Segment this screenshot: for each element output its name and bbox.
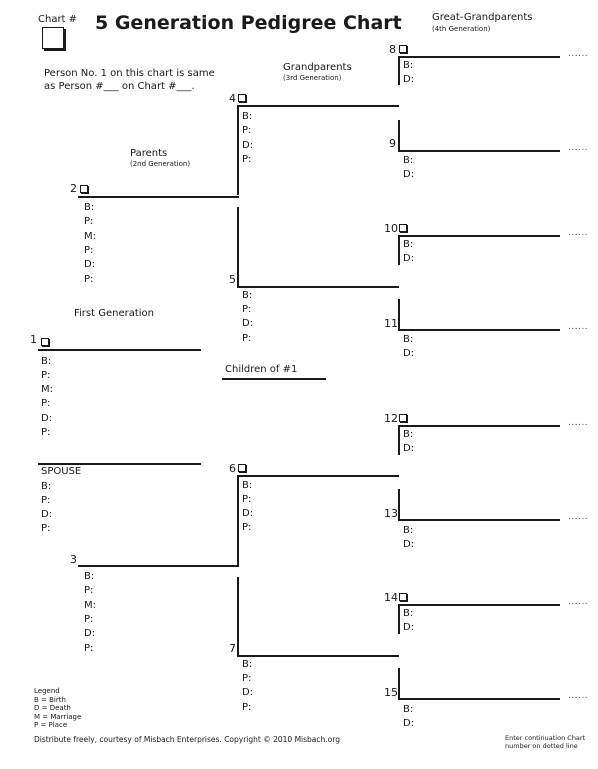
- children-line: [222, 378, 326, 380]
- spouse-death-place: P:: [41, 523, 51, 534]
- person-2-birth-place: P:: [84, 216, 94, 227]
- person-3-death-place: P:: [84, 643, 94, 654]
- same-person-note-line1: Person No. 1 on this chart is same: [44, 68, 215, 79]
- person-7-death-place: P:: [242, 702, 252, 713]
- person-7-bracket: [237, 577, 239, 656]
- legend-place: P = Place: [34, 721, 68, 729]
- person-5-number: 5: [229, 273, 236, 286]
- great-grandparents-heading: Great-Grandparents: [432, 12, 533, 23]
- chart-number-label: Chart #: [38, 14, 78, 25]
- person-1-birth: B:: [41, 356, 52, 367]
- person-2-number: 2: [70, 182, 77, 195]
- person-9-bracket: [398, 120, 400, 151]
- person-2-death-place: P:: [84, 274, 94, 285]
- grandparents-heading: Grandparents: [283, 62, 352, 73]
- person-1-marriage-place: P:: [41, 398, 51, 409]
- spouse-name-line[interactable]: [38, 463, 201, 465]
- person-11-number: 11: [384, 317, 398, 330]
- person-13-continuation[interactable]: ......: [568, 512, 589, 522]
- great-grandparents-subheading: (4th Generation): [432, 25, 491, 33]
- person-1-marriage: M:: [41, 384, 53, 395]
- person-8-number: 8: [389, 43, 396, 56]
- person-6-death-place: P:: [242, 522, 252, 533]
- person-15-bracket: [398, 668, 400, 699]
- person-5-bracket: [237, 207, 239, 287]
- person-9-death: D:: [403, 169, 415, 180]
- person-6-bracket: [237, 475, 239, 565]
- person-15-birth: B:: [403, 704, 414, 715]
- person-15-number: 15: [384, 686, 398, 699]
- footer-credit: Distribute freely, courtesy of Misbach Enterprises. Copyright © 2010 Misbach.org: [34, 735, 340, 744]
- person-12-number: 12: [384, 412, 398, 425]
- continuation-note: [505, 734, 585, 750]
- person-8-bracket: [398, 56, 400, 85]
- person-6-birth-place: P:: [242, 494, 252, 505]
- spouse-death: D:: [41, 509, 53, 520]
- chart-number-box[interactable]: [42, 27, 64, 49]
- person-1-death-place: P:: [41, 427, 51, 438]
- legend-marriage: M = Marriage: [34, 712, 82, 721]
- person-11-bracket: [398, 299, 400, 330]
- person-9-name-line[interactable]: [398, 150, 560, 152]
- person-2-birth: B:: [84, 202, 95, 213]
- grandparents-subheading: (3rd Generation): [283, 74, 342, 82]
- spouse-birth-place: P:: [41, 495, 51, 506]
- person-14-checkbox[interactable]: [399, 593, 407, 601]
- person-9-number: 9: [389, 137, 396, 150]
- parents-heading: Parents: [130, 148, 168, 159]
- person-10-death: D:: [403, 253, 415, 264]
- person-1-checkbox[interactable]: [41, 338, 49, 346]
- person-4-birth: B:: [242, 111, 253, 122]
- person-3-birth-place: P:: [84, 585, 94, 596]
- person-12-name-line[interactable]: [398, 425, 560, 427]
- parents-subheading: (2nd Generation): [130, 160, 191, 168]
- person-14-birth: B:: [403, 608, 414, 619]
- person-1-death: D:: [41, 413, 53, 424]
- continuation-note-line2: number on dotted line: [505, 742, 578, 750]
- person-11-birth: B:: [403, 334, 414, 345]
- person-13-birth: B:: [403, 525, 414, 536]
- person-12-bracket: [398, 425, 400, 455]
- person-7-death: D:: [242, 687, 254, 698]
- person-8-continuation[interactable]: ......: [568, 49, 589, 59]
- person-7-birth: B:: [242, 659, 253, 670]
- person-6-birth: B:: [242, 480, 253, 491]
- person-4-number: 4: [229, 92, 236, 105]
- person-1-birth-place: P:: [41, 370, 51, 381]
- person-4-birth-place: P:: [242, 125, 252, 136]
- person-6-number: 6: [229, 462, 236, 475]
- person-3-marriage-place: P:: [84, 614, 94, 625]
- person-10-number: 10: [384, 222, 398, 235]
- person-3-birth: B:: [84, 571, 95, 582]
- person-15-continuation[interactable]: ......: [568, 691, 589, 701]
- first-generation-heading: First Generation: [74, 308, 155, 319]
- children-heading: Children of #1: [225, 364, 298, 375]
- person-14-bracket: [398, 604, 400, 634]
- person-13-death: D:: [403, 539, 415, 550]
- person-6-name-line[interactable]: [237, 475, 399, 477]
- person-12-death: D:: [403, 443, 415, 454]
- person-4-checkbox[interactable]: [238, 94, 246, 102]
- person-2-name-line[interactable]: [78, 196, 239, 198]
- person-3-marriage: M:: [84, 600, 96, 611]
- legend-title: Legend: [34, 687, 60, 695]
- person-6-checkbox[interactable]: [238, 464, 246, 472]
- person-6-death: D:: [242, 508, 254, 519]
- person-4-name-line[interactable]: [237, 105, 399, 107]
- person-10-birth: B:: [403, 239, 414, 250]
- person-15-name-line[interactable]: [398, 698, 560, 700]
- person-8-death: D:: [403, 74, 415, 85]
- person-11-name-line[interactable]: [398, 329, 560, 331]
- legend-death: D = Death: [34, 704, 71, 712]
- person-3-name-line[interactable]: [78, 565, 239, 567]
- person-1-name-line[interactable]: [38, 349, 201, 351]
- person-5-name-line[interactable]: [237, 286, 399, 288]
- person-14-death: D:: [403, 622, 415, 633]
- person-3-number: 3: [70, 553, 77, 566]
- person-2-marriage: M:: [84, 231, 96, 242]
- person-5-birth: B:: [242, 290, 253, 301]
- spouse-birth: B:: [41, 481, 52, 492]
- person-5-death-place: P:: [242, 333, 252, 344]
- person-1-number: 1: [30, 333, 37, 346]
- person-15-death: D:: [403, 718, 415, 729]
- person-5-death: D:: [242, 318, 254, 329]
- person-8-birth: B:: [403, 60, 414, 71]
- person-12-checkbox[interactable]: [399, 414, 407, 422]
- person-14-name-line[interactable]: [398, 604, 560, 606]
- person-9-continuation[interactable]: ......: [568, 143, 589, 153]
- person-10-name-line[interactable]: [398, 235, 560, 237]
- person-2-checkbox[interactable]: [80, 185, 88, 193]
- person-11-death: D:: [403, 348, 415, 359]
- person-10-continuation[interactable]: ......: [568, 228, 589, 238]
- page-title: 5 Generation Pedigree Chart: [95, 12, 402, 34]
- person-4-death: D:: [242, 140, 254, 151]
- person-12-birth: B:: [403, 429, 414, 440]
- person-8-name-line[interactable]: [398, 56, 560, 58]
- legend-birth: B = Birth: [34, 695, 66, 704]
- person-13-bracket: [398, 489, 400, 520]
- person-13-name-line[interactable]: [398, 519, 560, 521]
- person-4-bracket: [237, 105, 239, 195]
- person-2-death: D:: [84, 259, 96, 270]
- continuation-note-line1: Enter continuation Chart: [505, 734, 586, 742]
- person-10-checkbox[interactable]: [399, 224, 407, 232]
- person-8-checkbox[interactable]: [399, 45, 407, 53]
- person-7-name-line[interactable]: [237, 655, 399, 657]
- person-5-birth-place: P:: [242, 304, 252, 315]
- person-2-marriage-place: P:: [84, 245, 94, 256]
- person-11-continuation[interactable]: ......: [568, 322, 589, 332]
- person-13-number: 13: [384, 507, 398, 520]
- person-14-continuation[interactable]: ......: [568, 597, 589, 607]
- person-14-number: 14: [384, 591, 398, 604]
- legend: [34, 687, 81, 730]
- person-7-birth-place: P:: [242, 673, 252, 684]
- person-9-birth: B:: [403, 155, 414, 166]
- person-12-continuation[interactable]: ......: [568, 418, 589, 428]
- person-7-number: 7: [229, 642, 236, 655]
- spouse-label: SPOUSE: [41, 466, 82, 477]
- same-person-note-line2: as Person #___ on Chart #___.: [44, 81, 195, 92]
- person-10-bracket: [398, 235, 400, 265]
- person-4-death-place: P:: [242, 154, 252, 165]
- person-3-death: D:: [84, 628, 96, 639]
